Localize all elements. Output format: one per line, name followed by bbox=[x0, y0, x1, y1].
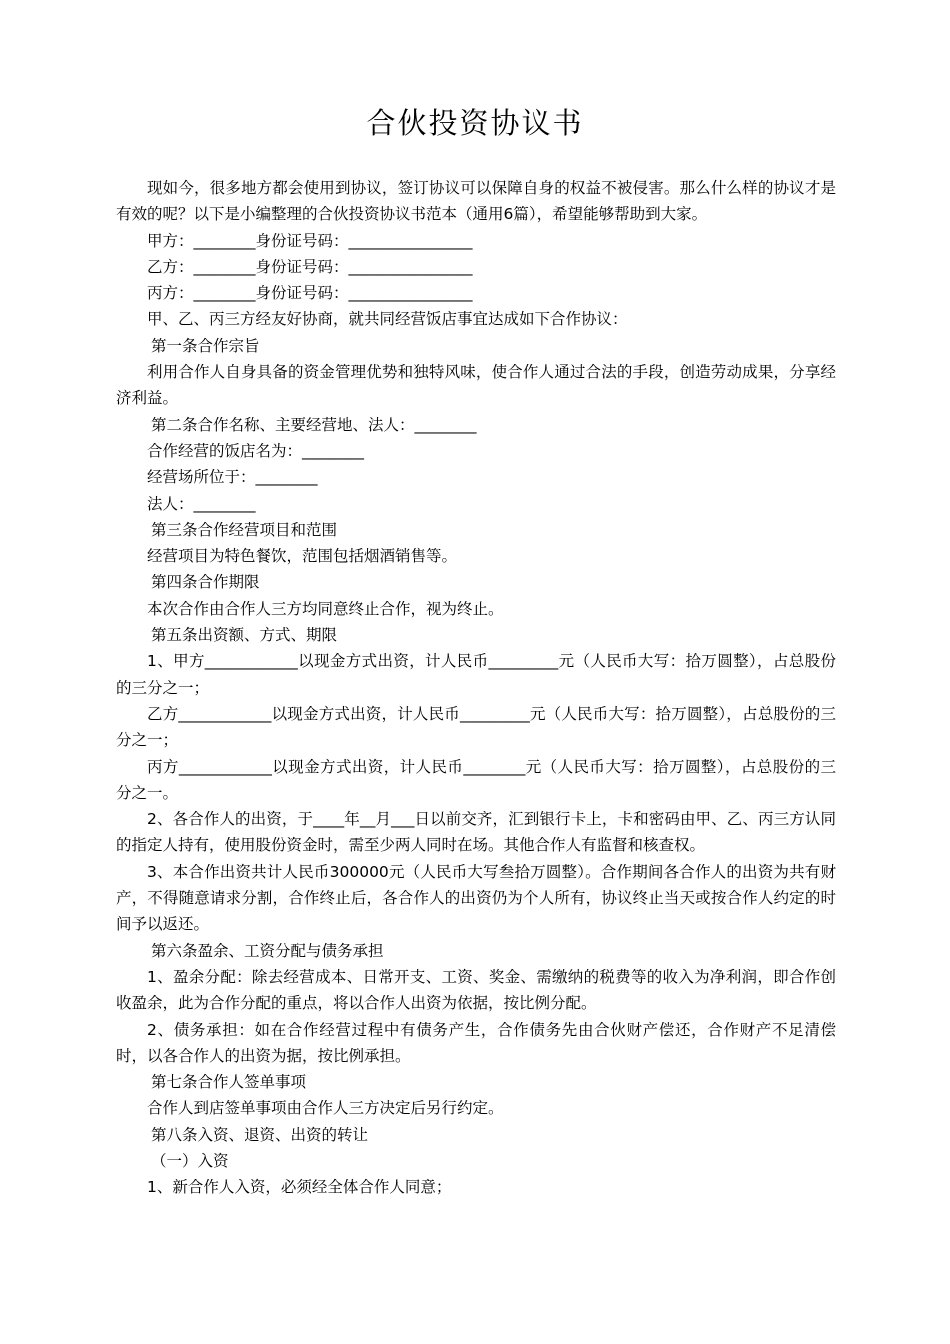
paragraph: 乙方____________以现金方式出资，计人民币_________元（人民币大写：拾万圆整），占总股份的三分之一； bbox=[116, 704, 836, 750]
paragraph: 2、债务承担：如在合作经营过程中有债务产生，合作债务先由合伙财产偿还，合作财产不足清偿时，以各合作人的出资为据，按比例承担。 bbox=[116, 1020, 836, 1065]
paragraph: 第三条合作经营项目和范围 bbox=[151, 520, 338, 539]
document-title: 合伙投资协议书 bbox=[366, 106, 584, 140]
paragraph: 经营项目为特色餐饮，范围包括烟酒销售等。 bbox=[147, 547, 458, 566]
paragraph: 第六条盈余、工资分配与债务承担 bbox=[151, 941, 384, 960]
paragraph: 经营场所位于：________ bbox=[147, 468, 318, 487]
paragraph: 2、各合作人的出资，于____年__月___日以前交齐，汇到银行卡上，卡和密码由甲、乙、丙三方认同的指定人持有，使用股份资金时，需至少两人同时在场。其他合作人有监督和核查权。 bbox=[116, 810, 836, 855]
paragraph: 第一条合作宗旨 bbox=[151, 336, 260, 355]
paragraph: 第八条入资、退资、出资的转让 bbox=[151, 1125, 369, 1144]
paragraph: 1、盈余分配：除去经营成本、日常开支、工资、奖金、需缴纳的税费等的收入为净利润，即合作创收盈余，此为合作分配的重点，将以合作人出资为依据，按比例分配。 bbox=[116, 967, 836, 1013]
paragraph: 合作经营的饭店名为：________ bbox=[147, 441, 365, 460]
paragraph: 本次合作由合作人三方均同意终止合作，视为终止。 bbox=[147, 599, 504, 618]
paragraph: 1、甲方____________以现金方式出资，计人民币_________元（人民币大写：拾万圆整），占总股份的三分之一； bbox=[116, 652, 836, 697]
document-body bbox=[116, 175, 836, 1201]
paragraph: 第四条合作期限 bbox=[151, 573, 260, 592]
paragraph: 合作人到店签单事项由合作人三方决定后另行约定。 bbox=[147, 1099, 504, 1118]
paragraph: 甲、乙、丙三方经友好协商，就共同经营饭店事宜达成如下合作协议： bbox=[147, 310, 628, 329]
paragraph: 第七条合作人签单事项 bbox=[151, 1073, 307, 1092]
paragraph: 法人：________ bbox=[147, 494, 256, 513]
paragraph: （一）入资 bbox=[151, 1151, 229, 1170]
paragraph: 第五条出资额、方式、期限 bbox=[151, 626, 338, 645]
paragraph: 3、本合作出资共计人民币300000元（人民币大写叁拾万圆整）。合作期间各合作人的出资为共有财产，不得随意请求分割，合作终止后，各合作人的出资仍为个人所有，协议终止当天或按合作人约定的时间予以返还。 bbox=[116, 862, 836, 934]
paragraph: 丙方：________身份证号码：________________ bbox=[147, 284, 473, 303]
paragraph: 乙方：________身份证号码：________________ bbox=[147, 257, 473, 276]
paragraph: 第二条合作名称、主要经营地、法人：________ bbox=[151, 415, 477, 434]
paragraph: 丙方____________以现金方式出资，计人民币________元（人民币大写：拾万圆整），占总股份的三分之一。 bbox=[116, 757, 836, 802]
paragraph: 利用合作人自身具备的资金管理优势和独特风味，使合作人通过合法的手段，创造劳动成果，分享经济利益。 bbox=[116, 363, 836, 408]
paragraph: 甲方：________身份证号码：________________ bbox=[147, 231, 473, 250]
paragraph: 现如今，很多地方都会使用到协议，签订协议可以保障自身的权益不被侵害。那么什么样的协议才是有效的呢？以下是小编整理的合伙投资协议书范本（通用6篇），希望能够帮助到大家。 bbox=[116, 179, 836, 224]
paragraph: 1、新合作人入资，必须经全体合作人同意； bbox=[147, 1178, 452, 1197]
